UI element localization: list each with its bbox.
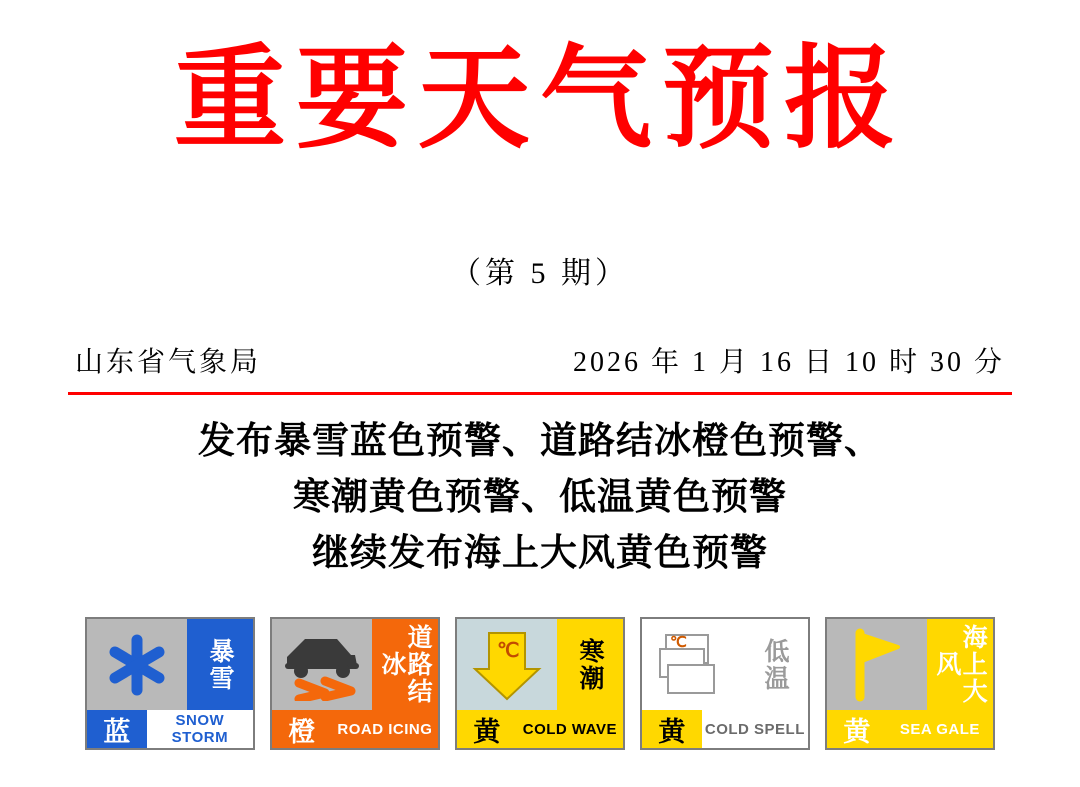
sea-gale-level: 黄 (827, 710, 887, 748)
cold-spell-level: 黄 (642, 710, 702, 748)
warning-icon-cold-wave (455, 617, 625, 750)
page-title: 重要天气预报 (174, 33, 906, 164)
cold-wave-icon-top (457, 619, 623, 710)
headline-line-3: 继续发布海上大风黄色预警 (312, 530, 768, 575)
road-icing-label: 道路结冰 (372, 619, 438, 710)
svg-text:℃: ℃ (669, 633, 687, 651)
snow-storm-icon-top (87, 619, 253, 710)
cold-spell-label: 低温 (742, 619, 808, 710)
issue-number: （第 5 期） (451, 257, 629, 290)
cold-wave-english: COLD WAVE (517, 710, 623, 748)
meta-row (75, 340, 1005, 380)
snow-storm-level: 蓝 (87, 710, 147, 748)
warning-icon-snow-storm (85, 617, 255, 750)
sea-gale-icon-top (827, 619, 993, 710)
headline-line-1: 发布暴雪蓝色预警、道路结冰橙色预警、 (198, 418, 882, 462)
cold-wave-label: 寒潮 (557, 619, 623, 710)
falling-sheets-icon (642, 619, 742, 710)
road-icing-icon-bottom (272, 710, 438, 748)
warning-icon-strip (0, 617, 1080, 750)
warning-icon-cold-spell (640, 617, 810, 750)
snowflake-icon (87, 619, 187, 710)
red-divider (68, 392, 1012, 395)
cold-spell-english: COLD SPELL (702, 710, 808, 748)
cold-wave-level: 黄 (457, 710, 517, 748)
down-arrow-thermometer-icon (457, 619, 557, 710)
sea-gale-english: SEA GALE (887, 710, 993, 748)
road-icing-icon-top (272, 619, 438, 710)
skidding-car-icon (272, 619, 372, 710)
sea-gale-label: 海上大风 (927, 619, 993, 710)
snow-storm-icon-bottom (87, 710, 253, 748)
snow-storm-label: 暴雪 (187, 619, 253, 710)
headline-line-2: 寒潮黄色预警、低温黄色预警 (293, 474, 787, 519)
road-icing-english: ROAD ICING (332, 710, 438, 748)
svg-text:℃: ℃ (496, 639, 520, 662)
issue-datetime: 2026 年 1 月 16 日 10 时 30 分 (572, 347, 1005, 378)
cold-spell-icon-top (642, 619, 808, 710)
warning-icon-sea-gale (825, 617, 995, 750)
sea-gale-icon-bottom (827, 710, 993, 748)
headline-block (0, 412, 1080, 581)
wind-flag-icon (827, 619, 927, 710)
warning-icon-road-icing (270, 617, 440, 750)
issuing-organization: 山东省气象局 (75, 347, 262, 378)
snow-storm-english: SNOW STORM (147, 710, 253, 748)
cold-spell-icon-bottom (642, 710, 808, 748)
road-icing-level: 橙 (272, 710, 332, 748)
cold-wave-icon-bottom (457, 710, 623, 748)
